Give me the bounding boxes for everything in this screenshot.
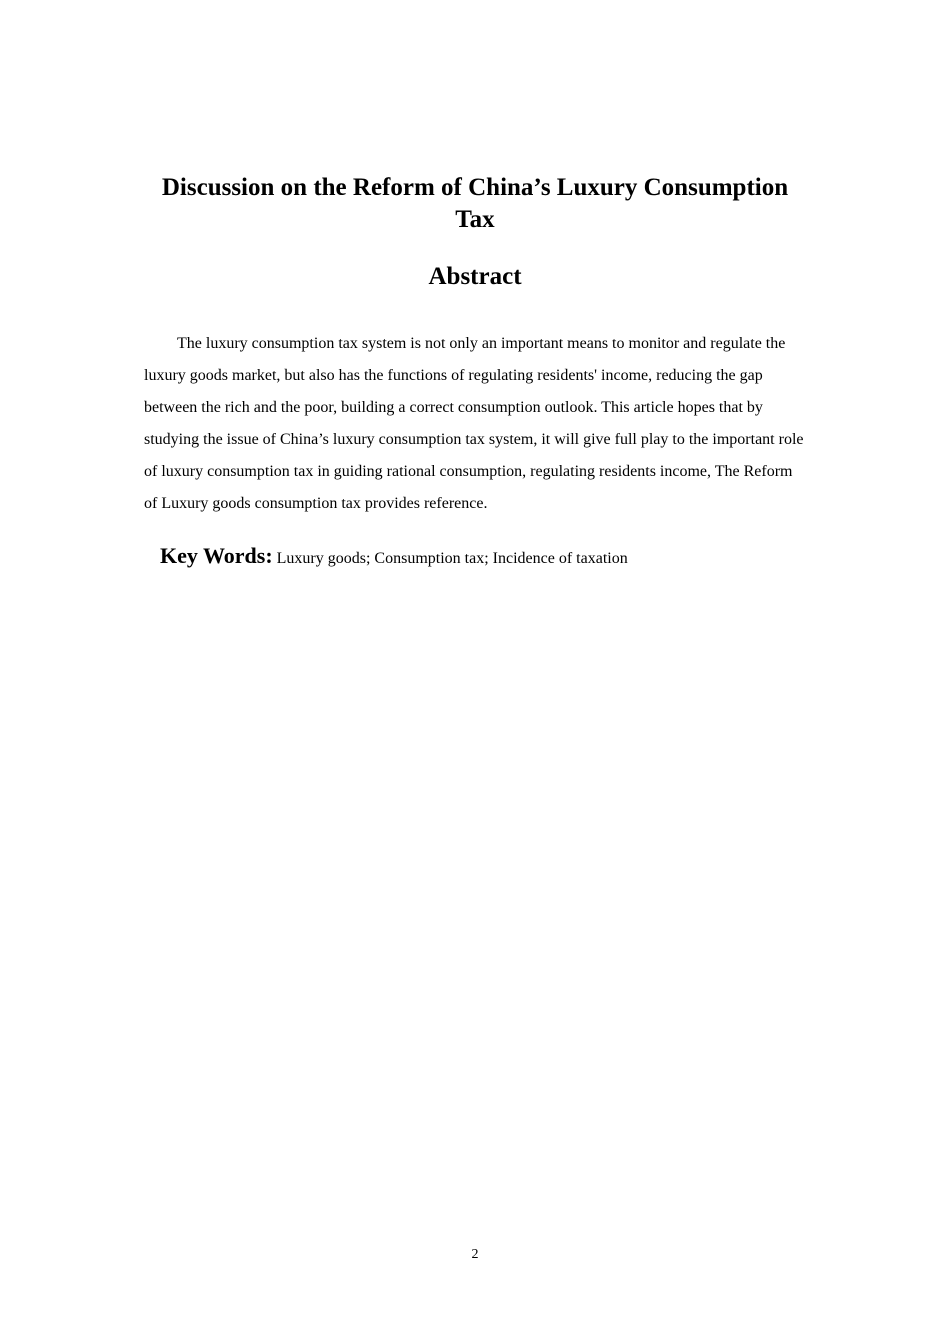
page-title: Discussion on the Reform of China’s Luxury Consumption Tax <box>161 174 789 233</box>
keywords-value: Luxury goods; Consumption tax; Incidence of taxation <box>276 550 628 567</box>
keywords-line <box>160 543 810 569</box>
page-number: 2 <box>471 1247 479 1262</box>
abstract-paragraph: The luxury consumption tax system is not only an important means to monitor and regulate the luxury goods market, but also has the functions of regulating residents' income, reducing the gap between the rich and the poor, building a correct consumption outlook. This article hopes that by studying the issue of China’s luxury consumption tax system, it will give full play to the important role of luxury consumption tax in guiding rational consumption, regulating residents income, The Reform of Luxury goods consumption tax provides reference. <box>144 335 804 512</box>
keywords-label: Key Words: <box>160 543 273 568</box>
abstract-heading: Abstract <box>428 263 522 290</box>
